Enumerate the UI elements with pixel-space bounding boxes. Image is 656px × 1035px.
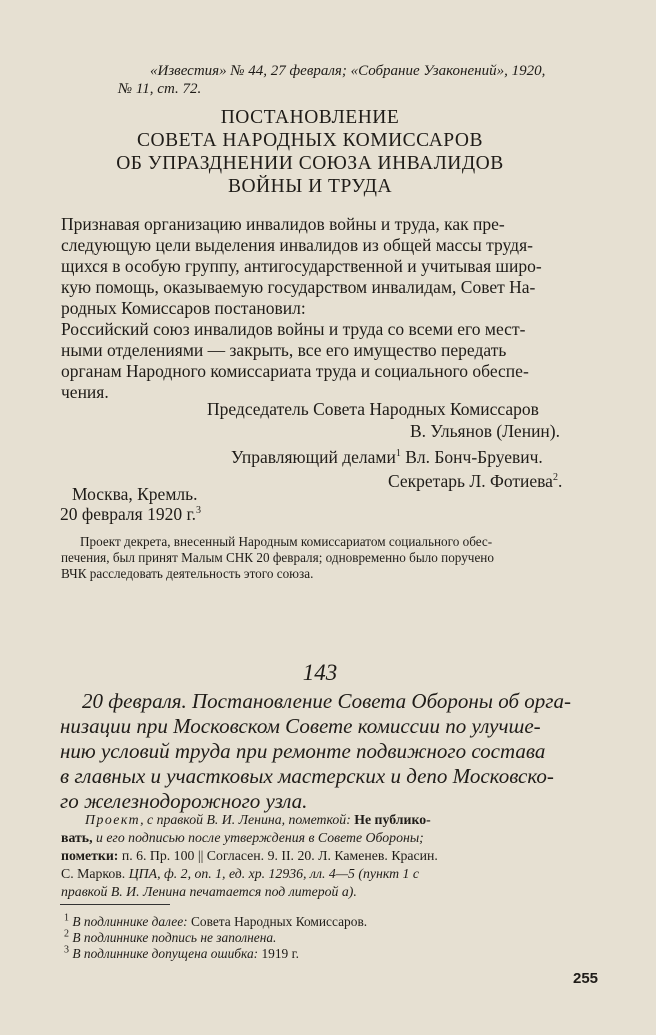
heading2-line: нию условий труда при ремонте подвижного состава: [60, 739, 546, 763]
signature-chair-name: В. Ульянов (Ленин).: [410, 421, 560, 441]
heading2-line: го железнодорожного узла.: [60, 789, 308, 813]
signature-manager: Управляющий делами$^1$ Вл. Бонч-Бруевич.: [231, 447, 543, 467]
project-line: вать, и его подписью после утверждения в Совете Обороны;: [61, 830, 424, 845]
project-line: С. Марков. ЦПА, ф. 2, оп. 1, ед. хр. 12936, лл. 4—5 (пункт 1 с: [61, 866, 419, 881]
title-line: СОВЕТА НАРОДНЫХ КОМИССАРОВ: [137, 130, 483, 151]
project-line: правкой В. И. Ленина печатается под литерой а).: [61, 884, 357, 899]
body-line: следующую цели выделения инвалидов из общей массы трудя-: [61, 235, 533, 255]
heading2-line: низации при Московском Совете комиссии по улучше-: [60, 714, 541, 738]
place-date: 20 февраля 1920 г.$^3$: [60, 504, 202, 524]
heading2-line: в главных и участковых мастерских и депо Московско-: [60, 764, 554, 788]
title-line: ПОСТАНОВЛЕНИЕ: [220, 107, 400, 128]
body-line: Признавая организацию инвалидов войны и труда, как пре-: [61, 214, 505, 234]
footnote: $^2$ В подлиннике подпись не заполнена.: [64, 928, 277, 945]
body-line: Российский союз инвалидов войны и труда со всеми его мест-: [61, 319, 526, 339]
page-number: 255: [573, 970, 599, 987]
signature-chair-title: Председатель Совета Народных Комиссаров: [207, 399, 539, 419]
place-city: Москва, Кремль.: [72, 484, 198, 504]
footnote: $^3$ В подлиннике допущена ошибка: 1919 г.: [64, 944, 299, 961]
body-line: чения.: [61, 382, 109, 402]
footnote: $^1$ В подлиннике далее: Совета Народных Комиссаров.: [64, 912, 368, 929]
title-line: ВОЙНЫ И ТРУДА: [227, 176, 393, 197]
body-line: родных Комиссаров постановил:: [61, 298, 306, 318]
note-line: печения, был принят Малым СНК 20 февраля; одновременно было поручено: [61, 550, 494, 565]
source-citation-line1: «Известия» № 44, 27 февраля; «Собрание Узаконений», 1920,: [150, 63, 546, 79]
body-line: органам Народного комиссариата труда и социального обеспе-: [61, 361, 529, 381]
signature-secretary: Секретарь Л. Фотиева$^2$.: [388, 471, 563, 491]
footnote-divider: [60, 904, 170, 905]
heading2-line: 20 февраля. Постановление Совета Обороны об орга-: [82, 689, 571, 713]
title-line: ОБ УПРАЗДНЕНИИ СОЮЗА ИНВАЛИДОВ: [116, 153, 504, 174]
body-line: кую помощь, оказываемую государством инвалидам, Совет На-: [61, 277, 536, 297]
project-line: Проект, с правкой В. И. Ленина, пометкой: Не публико-: [85, 812, 431, 827]
project-line: пометки: п. 6. Пр. 100 || Согласен. 9. II. 20. Л. Каменев. Красин.: [61, 848, 438, 863]
document-number: 143: [302, 660, 338, 685]
body-line: ными отделениями — закрыть, все его имущество передать: [61, 340, 507, 360]
source-citation-line2: № 11, ст. 72.: [118, 81, 202, 97]
note-line: Проект декрета, внесенный Народным комиссариатом социального обес-: [80, 534, 493, 549]
body-line: щихся в особую группу, антигосударственной и учитывая широ-: [61, 256, 542, 276]
note-line: ВЧК расследовать деятельность этого союза.: [61, 566, 314, 581]
